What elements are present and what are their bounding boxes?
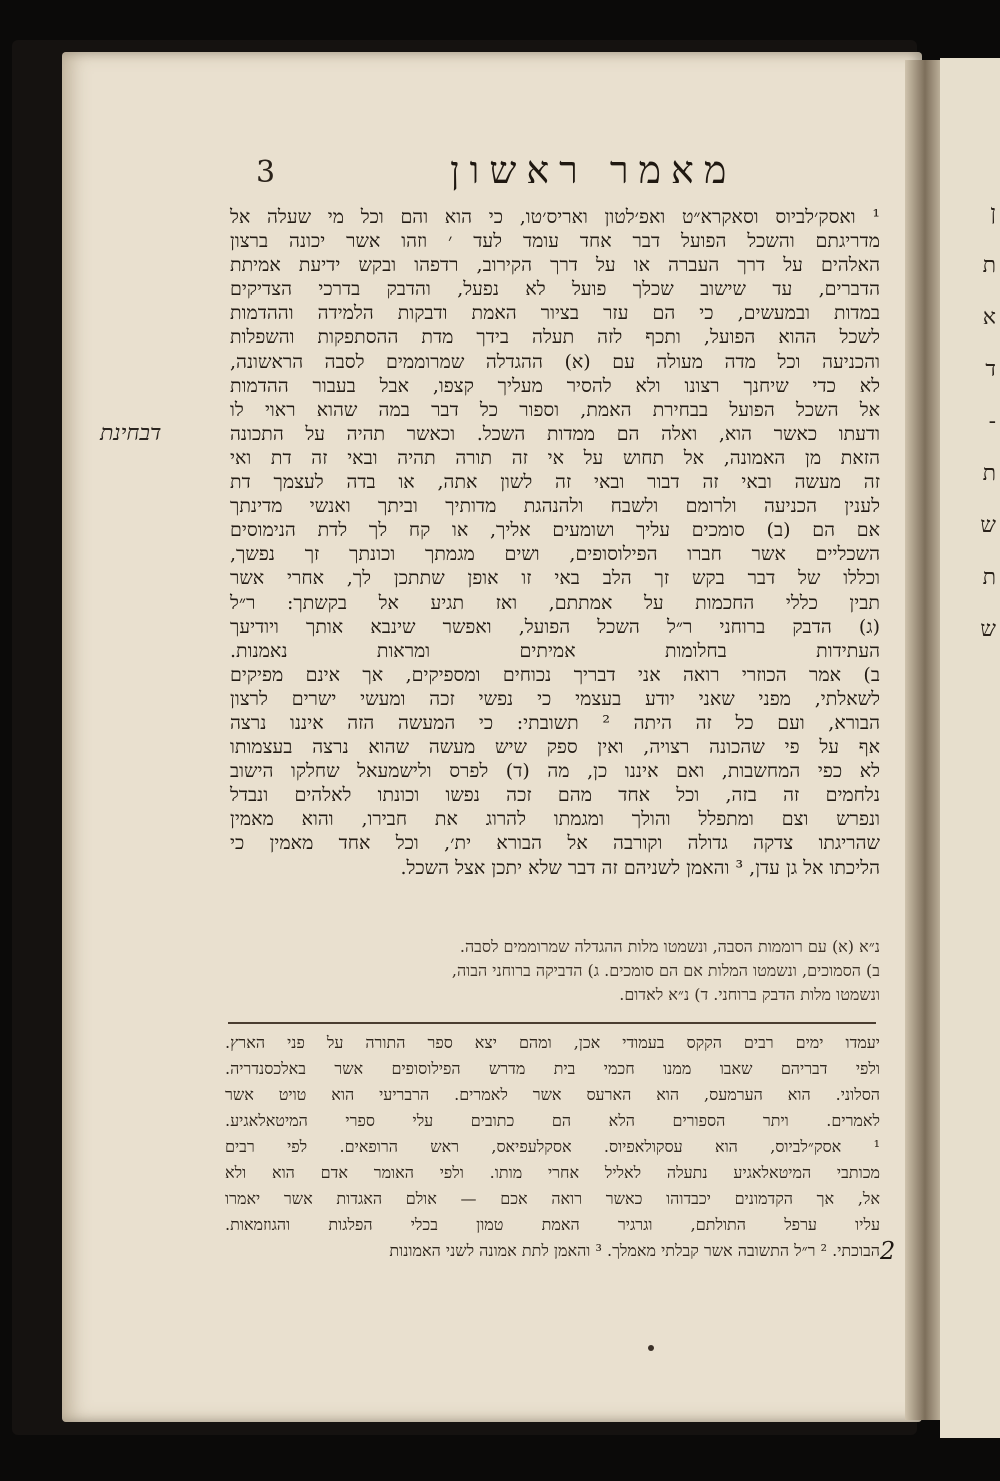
- footnote-line: עליו ערפל התולתם, וגרגיר האמת טמון בכלי הפלגות והגוזמאות.: [225, 1215, 880, 1234]
- footnote-line: ולפי דבריהם שאבו ממנו חכמי בית מדרש הפילוסופים אשר באלכסנדריה.: [225, 1059, 880, 1078]
- edge-glyph: ש: [980, 513, 996, 538]
- text-line: לענין הכניעה ולרומם ולשבח ולהנהגת מדותיך וביתך ואנשי מדינתך: [230, 495, 880, 518]
- text-line: לשכל ההוא הפועל, ותכף לזה תעלה בידך מדת ההסתפקות והשפלות: [230, 326, 880, 349]
- handwritten-margin-note: דבחינת: [100, 421, 162, 446]
- text-line: אם הם (ב) סומכים עליך ושומעים אליך, או קח לך לדת הנימוסים: [230, 519, 880, 542]
- edge-glyph: -: [988, 409, 996, 434]
- chapter-title: מאמר ראשון: [450, 148, 737, 192]
- text-line: אף על פי שהכונה רצויה, ואין ספק שיש מעשה שהוא נרצה בעצמותו: [230, 736, 880, 759]
- footnote-line: אל, אך הקדמונים יכבדוהו כאשר רואה אכם — אולם האגדות אשר יאמרו: [225, 1189, 880, 1208]
- handwritten-footnote-mark: 2: [880, 1237, 896, 1265]
- text-line: העתידות בחלומות אמיתים ומראות נאמנות.: [230, 639, 880, 662]
- edge-glyph: ת: [982, 253, 996, 278]
- text-line: במדות ובמעשים, כי הם עזר בציור האמת ודבקות הלמידה וההדמות: [230, 302, 880, 325]
- text-line: והכניעה וכל מדה מעולה עם (א) ההגדלה שמרוממים לסבה הראשונה,: [230, 350, 880, 373]
- text-line: הבורא, ועם כל זה היתה ² תשובתי: כי המעשה הזה איננו נרצה: [230, 711, 881, 734]
- main-text: [230, 205, 880, 880]
- text-line: וכללו של דבר בקש זך הלב באי זו אופן שתתכן לך, אחרי אשר: [230, 567, 880, 590]
- text-line: הליכתו אל גן עדן, ³ והאמן לשניהם זה דבר שלא יתכן אצל השכל.: [400, 856, 880, 879]
- text-line: ב) אמר הכוזרי רואה אני דבריך נכוחים ומספיקים, אך אינם מפיקים: [230, 663, 880, 686]
- text-line: נלחמים זה בזה, וכל אחד מהם זכה נפשו וכונתו לאלהים ונבדל: [230, 784, 880, 807]
- footnote-line: לאמרים. ויתר הספורים הלא הם כתובים עלי ספרי המיטאלאגיע.: [225, 1111, 880, 1130]
- ink-dot: [648, 1345, 654, 1351]
- footnote-line: מכותבי המיטאלאגיע נתעלה לאליל אחרי מותו. ולפי האומר אדם הוא ולא: [225, 1163, 880, 1182]
- footnotes: [225, 1030, 880, 1264]
- footnote-line: ¹ אסק״לביוס, הוא עסקולאפיוס. אסקלעפיאס, ראש הרופאים. לפי רבים: [225, 1137, 880, 1156]
- text-line: לא כדי שיחנך רצונו ולא להסיר מעליך קצפו, אבל בעבור ההדמות: [230, 374, 880, 397]
- page-gutter: [905, 60, 945, 1420]
- next-page-edge: [940, 58, 1000, 1438]
- text-line: הדברים, עד שישוב שכלך פועל לא נפעל, והדבק בדרכי הצדיקים: [230, 278, 880, 301]
- page-number: 3: [256, 155, 276, 190]
- next-page-glyphs: [946, 188, 996, 656]
- text-line: לא כפי המחשבות, ואם איננו כן, מה (ד) לפרס ולישמעאל שחלקו הישוב: [230, 760, 880, 783]
- text-line: ודעתו כאשר הוא, ואלה הם ממדות השכל. וכאשר תהיה על התכונה: [230, 422, 880, 445]
- variant-line: ונשמטו מלות הדבק ברוחני. ד) נ״א לאדום.: [619, 985, 880, 1004]
- edge-glyph: ת: [982, 565, 996, 590]
- edge-glyph: ן: [990, 201, 996, 226]
- text-line: לשאלתי, מפני שאני יודע בעצמי כי נפשי זכה ומעשי ישרים לרצון: [230, 687, 880, 710]
- edge-glyph: א: [982, 305, 996, 330]
- variant-line: ב) הסמוכים, ונשמטו המלות אם הם סומכים. ג) הדביקה ברוחני הבוה,: [451, 961, 880, 980]
- text-line: האלהים על דרך העברה או על דרך הקירוב, רדפהו ובקש ידיעת אמיתת: [230, 254, 880, 277]
- text-line: אל השכל הפועל בבחירת האמת, וספור כל דבר במה שהוא ראוי לו: [230, 398, 880, 421]
- variant-readings: [230, 935, 880, 1007]
- text-line: (ג) הדבק ברוחני ר״ל השכל הפועל, ואפשר שינבא אותך ויודיעך: [230, 615, 880, 638]
- edge-glyph: ת: [982, 461, 996, 486]
- text-line: ¹ ואסק׳לביוס וסאקרא״ט ואפ׳לטון ואריס׳טו, כי הוא והם וכל מי שעלה אל: [230, 206, 880, 228]
- text-line: השכליים אשר חברו הפילוסופים, ושים מגמתך וכונתך זך נפשך,: [230, 543, 880, 566]
- footnote-line: הסלוני. הוא הערמעס, הוא הארעס אשר לאמרים. הרבריעי הוא טויט אשר: [225, 1085, 880, 1104]
- footnote-line: יעמדו ימים רבים הקקס בעמודי אכן, ומהם יצא ספר התורה על פני הארץ.: [225, 1033, 880, 1052]
- text-line: תבין כללי החכמות על אמתתם, ואז תגיע אל בקשתך: ר״ל: [230, 591, 880, 614]
- variant-line: נ״א (א) עם רוממות הסבה, ונשמטו מלות ההגדלה שמרוממים לסבה.: [459, 937, 880, 956]
- text-line: שהריגתו צדקה גדולה וקורבה אל הבורא ית׳, וכל אחד מאמין כי: [230, 832, 880, 855]
- text-line: ונפרש וצם ומתפלל והולך ומגמתו להרוג את חבירו, והוא מאמין: [230, 808, 880, 831]
- text-line: מדריגתם והשכל הפועל דבר אחד עומד לעד ׳ וזהו אשר יכונה ברצון: [230, 230, 880, 253]
- footnote-rule: [228, 1022, 876, 1024]
- edge-glyph: ד: [985, 357, 996, 382]
- text-line: זה מעשה ובאי זה דבור ובאי זה לשון אתה, או בדה לעצמך דת: [230, 471, 880, 494]
- text-line: הזאת מן האמונה, אל תחוש על אי זה תורה תהיה ובאי זה דת ואי: [230, 446, 880, 469]
- edge-glyph: ש: [980, 617, 996, 642]
- footnote-line: הבוכתי. ² ר״ל התשובה אשר קבלתי מאמלך. ³ והאמן לתת אמונה לשני האמונות: [389, 1241, 880, 1260]
